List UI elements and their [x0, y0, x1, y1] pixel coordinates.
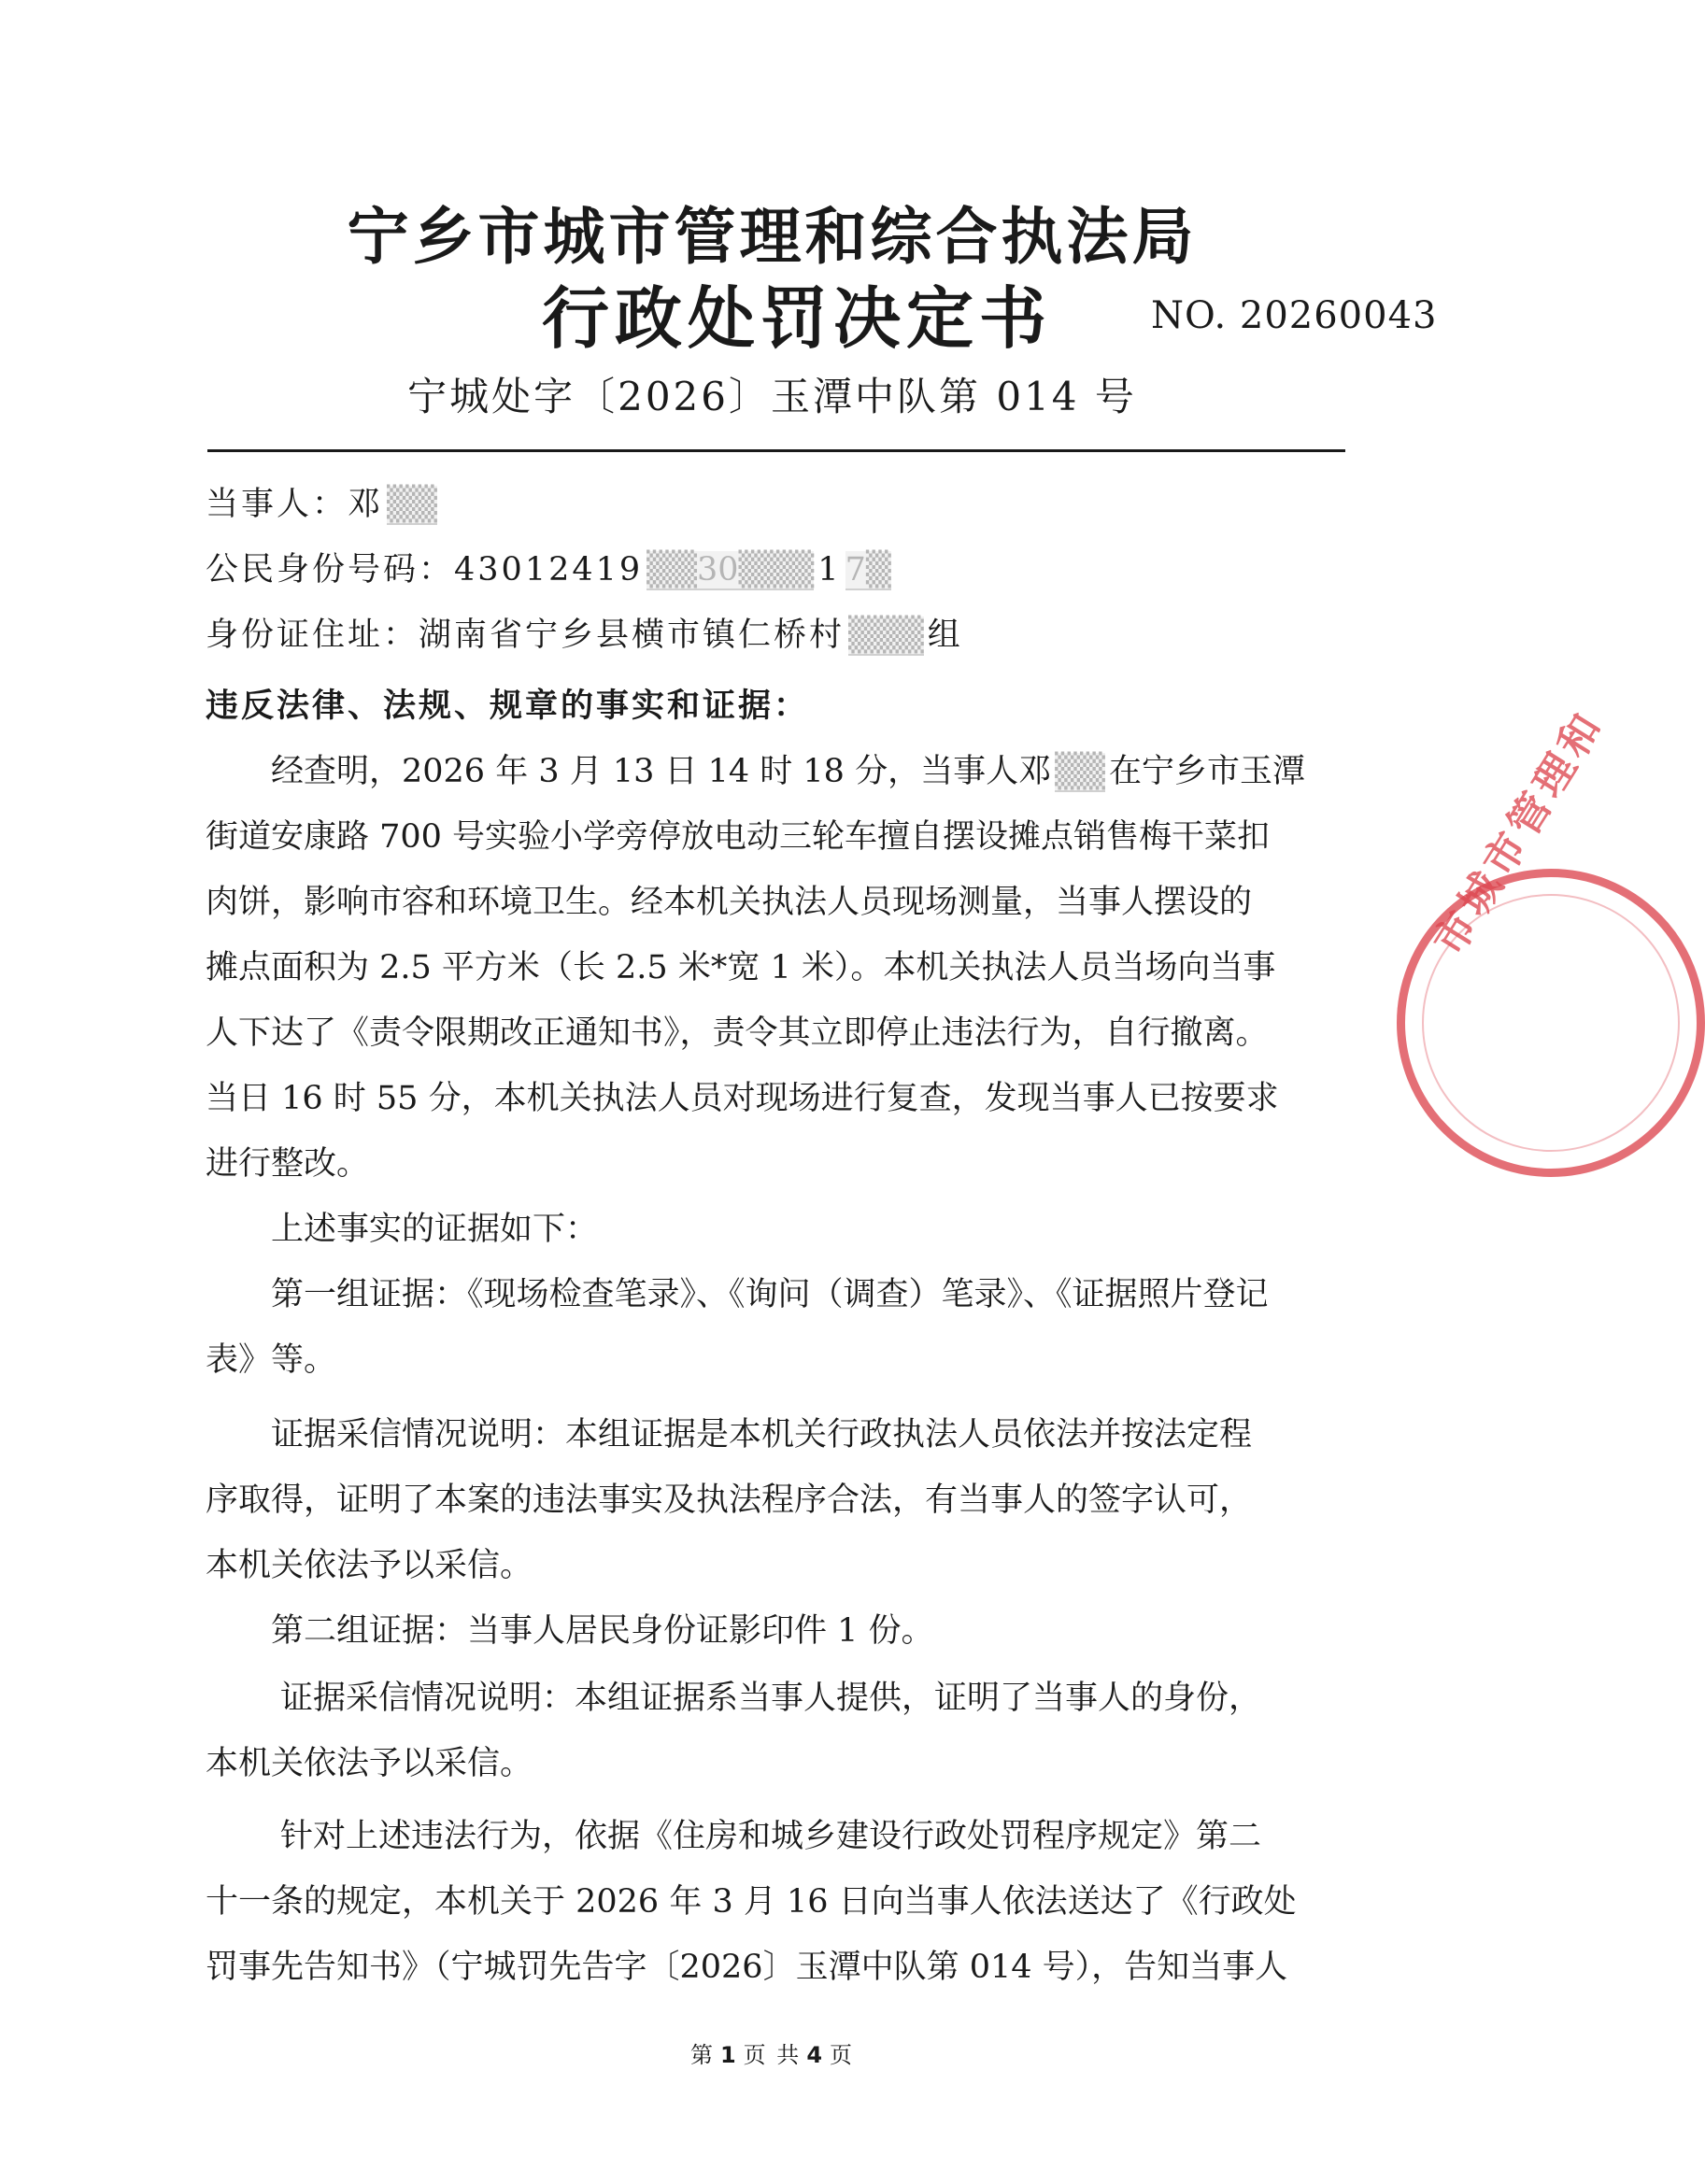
document-number: NO. 20260043 [1151, 294, 1438, 337]
party-name-label: 当事人： [206, 486, 348, 523]
facts-line-1-text-a: 经查明，2026 年 3 月 13 日 14 时 18 分，当事人邓 [271, 753, 1052, 790]
facts-line-1 [271, 745, 1383, 792]
footer-total-pages: 4 [806, 2042, 825, 2068]
party-address-line [206, 609, 963, 656]
party-id-line [206, 544, 895, 590]
party-address-value: 湖南省宁乡县横市镇仁桥村 [419, 617, 845, 654]
header-divider [207, 449, 1345, 452]
party-address-suffix: 组 [927, 617, 963, 654]
party-id-label: 公民身份号码： [206, 551, 455, 589]
party-address-label: 身份证住址： [206, 617, 419, 654]
facts-line-6: 当日 16 时 55 分，本机关执法人员对现场进行复查，发现当事人已按要求 [206, 1080, 1279, 1117]
footer-page-number: 1 [719, 2042, 738, 2068]
party-id-value-b: 1 [817, 551, 842, 589]
evidence-group-2-note-line-2: 本机关依法予以采信。 [206, 1745, 533, 1782]
evidence-group-2-note-line-1: 证据采信情况说明：本组证据系当事人提供，证明了当事人的身份， [280, 1680, 1262, 1717]
party-name-redaction: ▒▒ [387, 486, 437, 523]
footer-suffix: 页 [830, 2042, 855, 2068]
official-seal-stamp [1397, 701, 1705, 1177]
facts-line-2: 街道安康路 700 号实验小学旁停放电动三轮车擅自摆设摊点销售梅干菜扣 [206, 818, 1271, 856]
facts-line-4: 摊点面积为 2.5 平方米（长 2.5 米*宽 1 米）。本机关执法人员当场向当事 [206, 949, 1276, 986]
procedure-line-3: 罚事先告知书》（宁城罚先告字〔2026〕玉潭中队第 014 号），告知当事人 [206, 1949, 1288, 1986]
footer-prefix: 第 [689, 2042, 715, 2068]
party-name-value: 邓 [348, 486, 384, 523]
footer-middle: 页 共 [743, 2042, 802, 2068]
evidence-group-1-note-line-2: 序取得，证明了本案的违法事实及执法程序合法，有当事人的签字认可， [206, 1482, 1253, 1519]
document-reference: 宁城处字〔2026〕玉潭中队第 014 号 [407, 374, 1137, 419]
party-id-redaction-b: 7▒ [845, 551, 891, 589]
procedure-line-1: 针对上述违法行为，依据《住房和城乡建设行政处罚程序规定》第二 [280, 1818, 1262, 1855]
facts-line-3: 肉饼，影响市容和环境卫生。经本机关执法人员现场测量，当事人摆设的 [206, 884, 1253, 921]
evidence-intro: 上述事实的证据如下： [271, 1211, 599, 1248]
agency-title: 宁乡市城市管理和综合执法局 [347, 200, 1198, 273]
procedure-line-2: 十一条的规定，本机关于 2026 年 3 月 16 日向当事人依法送达了《行政处 [206, 1883, 1297, 1921]
facts-name-redaction: ▒▒ [1055, 753, 1105, 790]
page-footer [0, 2036, 1544, 2069]
facts-line-7: 进行整改。 [206, 1145, 370, 1183]
evidence-group-1-note-line-3: 本机关依法予以采信。 [206, 1547, 533, 1584]
evidence-group-1-line-2: 表》等。 [206, 1341, 337, 1379]
party-address-redaction: ▒▒▒ [848, 617, 924, 654]
party-id-redaction-a: ▒▒30▒▒▒ [646, 551, 815, 589]
facts-line-5: 人下达了《责令限期改正通知书》，责令其立即停止违法行为，自行撤离。 [206, 1014, 1269, 1052]
section-heading: 违反法律、法规、规章的事实和证据： [206, 687, 810, 725]
evidence-group-2: 第二组证据：当事人居民身份证影印件 1 份。 [271, 1612, 934, 1650]
party-id-value-a: 43012419 [454, 551, 644, 589]
facts-line-1-text-b: 在宁乡市玉潭 [1108, 753, 1305, 790]
evidence-group-1-note-line-1: 证据采信情况说明：本组证据是本机关行政执法人员依法并按法定程 [271, 1416, 1253, 1454]
document-type-title: 行政处罚决定书 [542, 278, 1053, 358]
evidence-group-1-line-1: 第一组证据：《现场检查笔录》、《询问（调查）笔录》、《证据照片登记 [271, 1276, 1269, 1313]
official-seal-text: 市城市管理和 [1425, 701, 1614, 964]
party-name-line [206, 478, 441, 525]
